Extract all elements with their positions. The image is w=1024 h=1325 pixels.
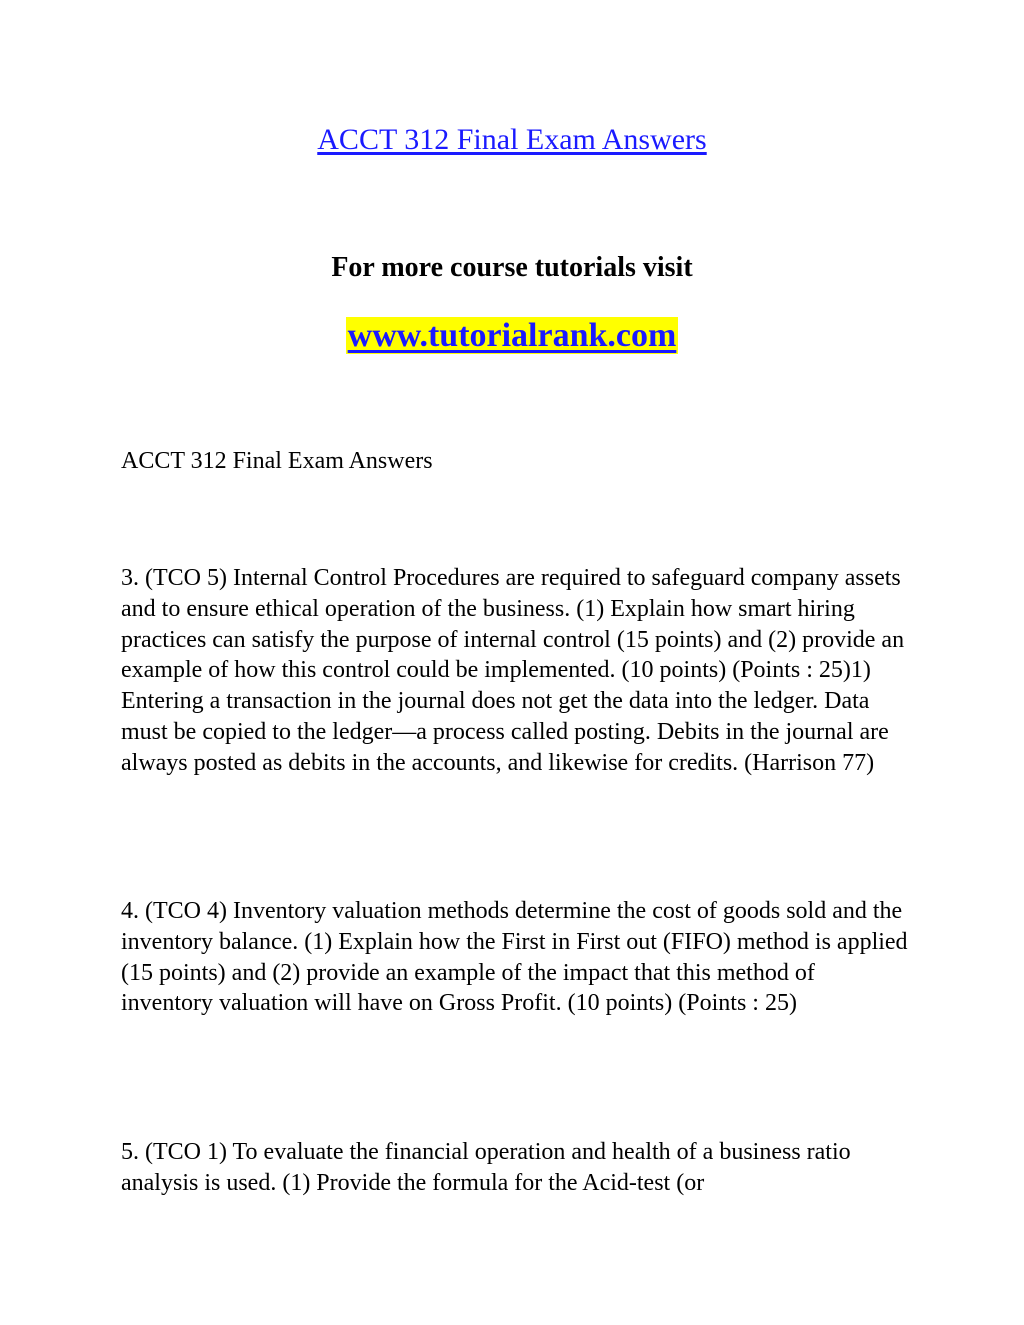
title-link[interactable]: ACCT 312 Final Exam Answers	[317, 123, 707, 156]
question-4: 4. (TCO 4) Inventory valuation methods determine the cost of goods sold and the inventory balance. (1) Explain how the First in First out (FIFO) method is applied (15 points) and (2) provide an example of the impact that this method of inventory valuation will have on Gross Profit. (10 points) (Points : 25)	[121, 898, 908, 1017]
page-title	[0, 120, 1024, 160]
promo-text: For more course tutorials visit	[331, 252, 693, 283]
tutorialrank-link[interactable]: www.tutorialrank.com	[347, 317, 677, 354]
site-link-container	[0, 312, 1024, 360]
question-5: 5. (TCO 1) To evaluate the financial operation and health of a business ratio analysis is used. (1) Provide the formula for the Acid-test (or	[121, 1139, 851, 1196]
exam-subheading: ACCT 312 Final Exam Answers	[121, 448, 433, 474]
question-3: 3. (TCO 5) Internal Control Procedures are required to safeguard company assets and to ensure ethical operation of the business. (1) Explain how smart hiring practices can satisfy the purpose of internal control (15 points) and (2) provide an example of how this control could be implemented. (10 points) (Points : 25)1) Entering a transaction in the journal does not get the data into the ledger. Data must be copied to the ledger—a process called posting. Debits in the journal are always posted as debits in the accounts, and likewise for credits. (Harrison 77)	[121, 565, 905, 776]
